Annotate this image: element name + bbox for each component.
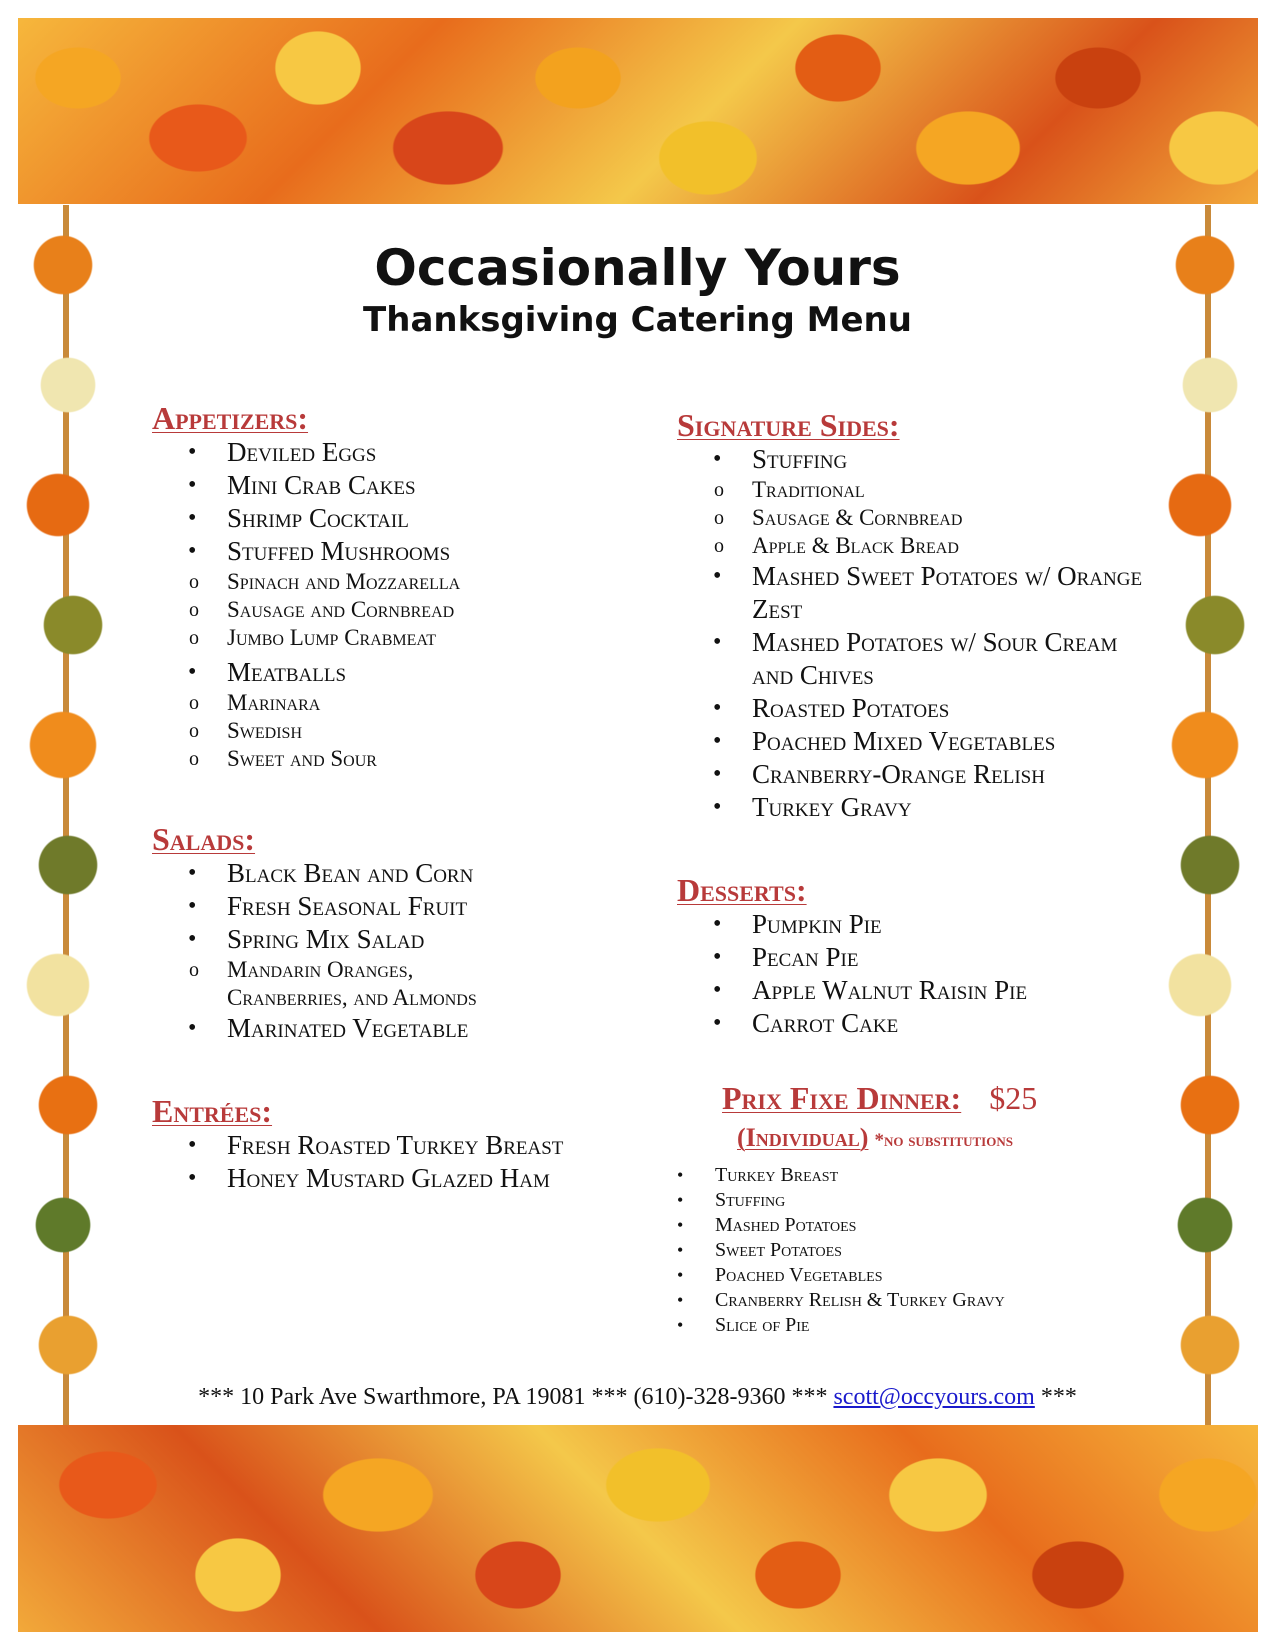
prix-fixe-subheading xyxy=(737,1123,1147,1157)
list-item xyxy=(152,656,592,773)
list-item: • Mini Crab Cakes xyxy=(152,469,592,502)
list-item: • Stuffing xyxy=(677,1188,1147,1213)
prix-fixe-individual-label: (Individual) xyxy=(737,1123,869,1152)
entrees-list xyxy=(152,1129,572,1195)
list-item: • Cranberry-Orange Relish xyxy=(677,758,1147,791)
appetizers-list xyxy=(152,436,592,773)
prix-fixe-heading: Prix Fixe Dinner: xyxy=(722,1080,962,1116)
list-item: • Slice of Pie xyxy=(677,1313,1147,1338)
list-item xyxy=(152,535,592,652)
footer-suffix: *** xyxy=(1040,1384,1077,1410)
mushroom-options-list xyxy=(152,568,592,652)
list-item: • Mashed Sweet Potatoes w/ Orange Zest xyxy=(677,560,1147,626)
list-item: • Pumpkin Pie xyxy=(677,908,1147,941)
contact-footer xyxy=(0,1382,1275,1412)
menu-header xyxy=(0,238,1275,342)
signature-sides-heading: Signature Sides: xyxy=(677,407,900,443)
list-item: • Shrimp Cocktail xyxy=(152,502,592,535)
sub-list-item: o Marinara xyxy=(152,689,592,717)
salads-heading: Salads: xyxy=(152,821,256,857)
list-item: • Mashed Potatoes xyxy=(677,1213,1147,1238)
list-item: • Turkey Breast xyxy=(677,1163,1147,1188)
list-item-label: Meatballs xyxy=(227,657,347,687)
desserts-list xyxy=(677,908,1147,1040)
list-item: • Poached Mixed Vegetables xyxy=(677,725,1147,758)
list-item: • Marinated Vegetable xyxy=(152,1012,592,1045)
appetizers-heading: Appetizers: xyxy=(152,400,309,436)
prix-fixe-price: $25 xyxy=(989,1080,1038,1116)
list-item: • Cranberry Relish & Turkey Gravy xyxy=(677,1288,1147,1313)
no-substitutions-note: *no substitutions xyxy=(874,1130,1013,1151)
left-column xyxy=(152,400,592,1195)
list-item-label: Spring Mix Salad xyxy=(227,924,425,954)
gourd-vine-left-border xyxy=(18,205,113,1425)
list-item: • Fresh Seasonal Fruit xyxy=(152,890,592,923)
sub-list-item: o Spinach and Mozzarella xyxy=(152,568,592,596)
list-item: • Black Bean and Corn xyxy=(152,857,592,890)
list-item xyxy=(677,443,1147,560)
list-item: • Apple Walnut Raisin Pie xyxy=(677,974,1147,1007)
desserts-heading: Desserts: xyxy=(677,872,807,908)
list-item: • Fresh Roasted Turkey Breast xyxy=(152,1129,572,1162)
list-item: • Roasted Potatoes xyxy=(677,692,1147,725)
sub-list-item: o Traditional xyxy=(677,476,1147,504)
list-item: • Honey Mustard Glazed Ham xyxy=(152,1162,572,1195)
autumn-leaves-bottom-border xyxy=(18,1425,1258,1632)
spring-mix-options-list xyxy=(152,956,522,1012)
sub-list-item: o Sausage & Cornbread xyxy=(677,504,1147,532)
list-item: • Poached Vegetables xyxy=(677,1263,1147,1288)
menu-subtitle: Thanksgiving Catering Menu xyxy=(363,300,912,340)
list-item: • Carrot Cake xyxy=(677,1007,1147,1040)
sub-list-item: o Swedish xyxy=(152,717,592,745)
sub-list-item: o Mandarin Oranges, Cranberries, and Almonds xyxy=(152,956,522,1012)
sub-list-item: o Jumbo Lump Crabmeat xyxy=(152,624,592,652)
sub-list-item: o Apple & Black Bread xyxy=(677,532,1147,560)
gourd-vine-right-border xyxy=(1160,205,1255,1425)
prix-fixe-heading-row xyxy=(722,1080,1147,1123)
autumn-leaves-top-border xyxy=(18,18,1258,204)
list-item: • Sweet Potatoes xyxy=(677,1238,1147,1263)
prix-fixe-list xyxy=(677,1163,1147,1338)
email-link[interactable]: scott@occyours.com xyxy=(833,1384,1035,1410)
list-item: • Pecan Pie xyxy=(677,941,1147,974)
meatball-options-list xyxy=(152,689,592,773)
sides-list xyxy=(677,443,1147,824)
address-phone-text: *** 10 Park Ave Swarthmore, PA 19081 *** (610)-328-9360 *** xyxy=(198,1384,828,1410)
sub-list-item: o Sausage and Cornbread xyxy=(152,596,592,624)
entrees-heading: Entrées: xyxy=(152,1093,273,1129)
list-item: • Deviled Eggs xyxy=(152,436,592,469)
list-item: • Mashed Potatoes w/ Sour Cream and Chives xyxy=(677,626,1147,692)
business-name: Occasionally Yours xyxy=(374,239,901,297)
list-item-label: Stuffed Mushrooms xyxy=(227,536,451,566)
stuffing-options-list xyxy=(677,476,1147,560)
right-column xyxy=(677,407,1147,1338)
sub-list-item: o Sweet and Sour xyxy=(152,745,592,773)
salads-list xyxy=(152,857,592,1045)
list-item xyxy=(152,923,592,1012)
list-item-label: Stuffing xyxy=(752,444,848,474)
list-item: • Turkey Gravy xyxy=(677,791,1147,824)
